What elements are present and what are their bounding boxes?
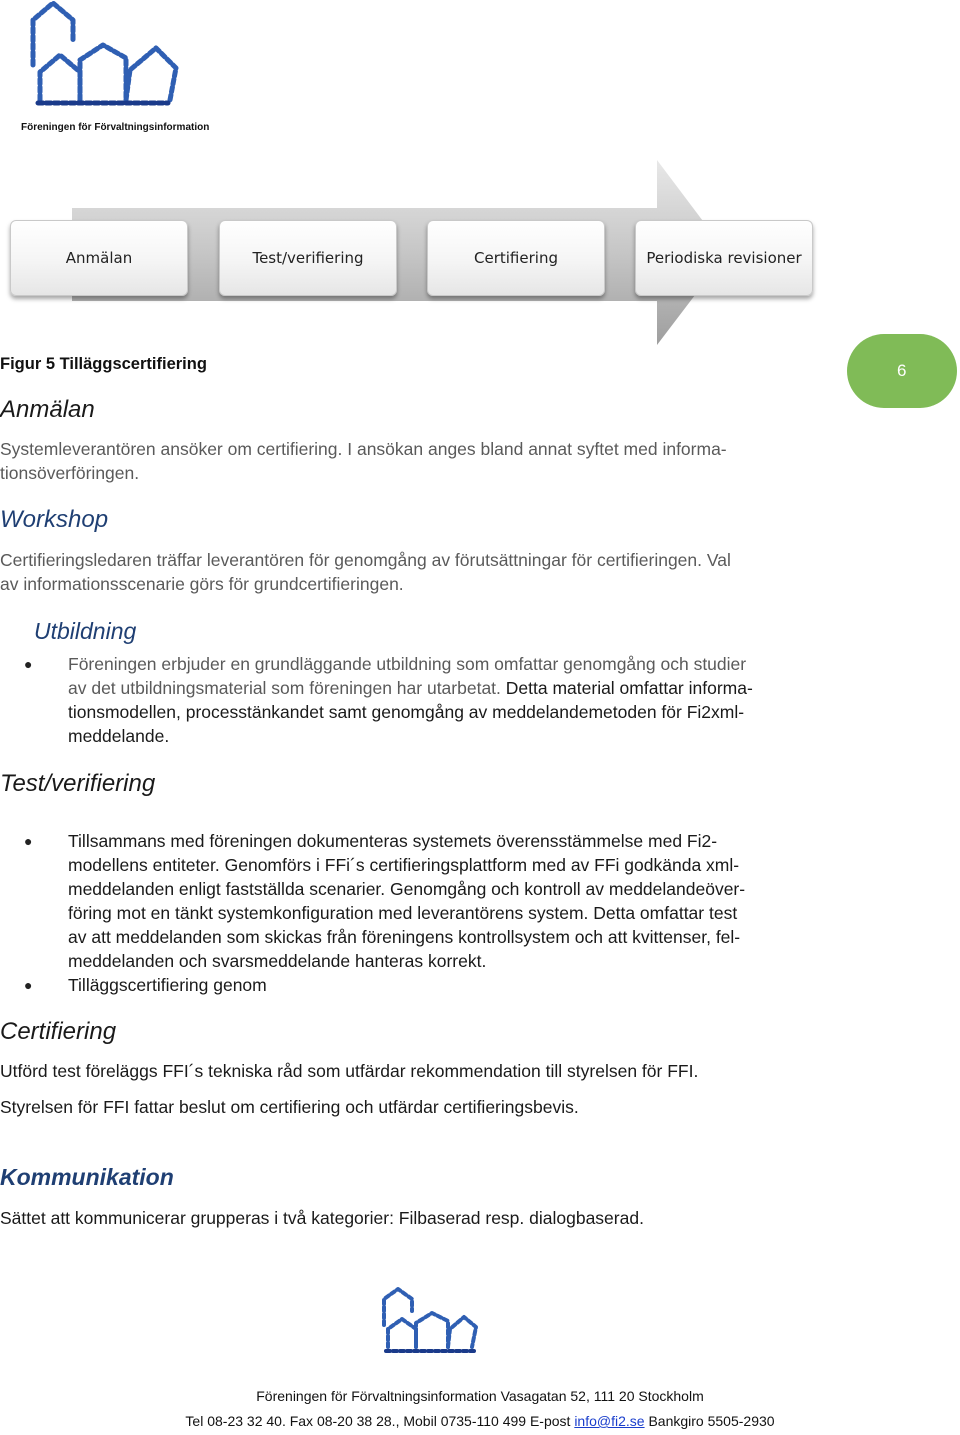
footer-contact-prefix: Tel 08-23 32 40. Fax 08-20 38 28., Mobil 0735-110 499 E-post	[185, 1413, 575, 1429]
test-bullet-2: Tilläggscertifiering genom	[68, 975, 267, 995]
anmalan-line-1: Systemleverantören ansöker om certifiering. I ansökan anges bland annat syftet med informa-	[0, 439, 727, 459]
houses-logo-icon	[380, 1285, 480, 1365]
heading-workshop: Workshop	[0, 506, 109, 533]
certifiering-line-2: Styrelsen för FFI fattar beslut om certifiering och utfärdar certifieringsbevis.	[0, 1097, 579, 1117]
logo-caption: Föreningen för Förvaltningsinformation	[21, 122, 210, 133]
utbildning-line-2b: Detta material omfattar informa-	[500, 678, 753, 698]
houses-logo-icon	[18, 0, 188, 120]
heading-certifiering: Certifiering	[0, 1018, 117, 1045]
process-step-anmalan: Anmälan	[10, 220, 188, 296]
heading-test: Test/verifiering	[0, 770, 156, 797]
bullet-icon: ●	[24, 833, 33, 849]
logo-bottom	[380, 1285, 480, 1370]
test-line-2: modellens entiteter. Genomförs i FFi´s certifieringsplattform med av FFi godkända xml-	[68, 855, 740, 875]
process-step-certifiering: Certifiering	[427, 220, 605, 296]
process-step-revisioner: Periodiska revisioner	[635, 220, 813, 296]
workshop-line-1: Certifieringsledaren träffar leverantören för genomgång av förutsättningar för certifieringen. Val	[0, 550, 731, 570]
test-line-3: meddelanden enligt fastställda scenarier. Genomgång och kontroll av meddelandeöver-	[68, 879, 746, 899]
page-number: 6	[897, 361, 907, 380]
heading-kommunikation: Kommunikation	[0, 1164, 174, 1190]
utbildning-line-2a: av det utbildningsmaterial som föreningen har utarbetat.	[68, 678, 501, 698]
test-line-5: av att meddelanden som skickas från föreningens kontrollsystem och att kvittenser, fel-	[68, 927, 741, 947]
heading-utbildning: Utbildning	[34, 618, 137, 644]
bullet-icon: ●	[24, 977, 33, 993]
process-step-test: Test/verifiering	[219, 220, 397, 296]
workshop-line-2: av informationsscenarie görs för grundcertifieringen.	[0, 574, 404, 594]
footer-contact-suffix: Bankgiro 5505-2930	[644, 1413, 775, 1429]
utbildning-line-1: Föreningen erbjuder en grundläggande utbildning som omfattar genomgång och studier	[68, 654, 747, 674]
figure-caption: Figur 5 Tilläggscertifiering	[0, 355, 207, 373]
test-line-4: föring mot en tänkt systemkonfiguration med leverantörens system. Detta omfattar test	[68, 903, 738, 923]
logo-top	[8, 0, 208, 135]
bullet-icon: ●	[24, 656, 33, 672]
certifiering-line-1: Utförd test föreläggs FFI´s tekniska råd som utfärdar rekommendation till styrelsen för FFI.	[0, 1061, 699, 1081]
process-diagram	[0, 160, 830, 345]
footer-address: Föreningen för Förvaltningsinformation Vasagatan 52, 111 20 Stockholm	[256, 1388, 704, 1404]
kommunikation-line-1: Sättet att kommunicerar grupperas i två kategorier: Filbaserad resp. dialogbaserad.	[0, 1208, 644, 1228]
page-number-badge	[847, 334, 957, 408]
footer-email-link[interactable]: info@fi2.se	[574, 1413, 645, 1429]
test-line-1: Tillsammans med föreningen dokumenteras systemets överensstämmelse med Fi2-	[68, 831, 718, 851]
heading-anmalan: Anmälan	[0, 396, 95, 423]
footer-contact	[0, 1413, 960, 1429]
utbildning-line-4: meddelande.	[68, 726, 170, 746]
test-line-6: meddelanden och svarsmeddelande hanteras korrekt.	[68, 951, 487, 971]
utbildning-line-3: tionsmodellen, processtänkandet samt genomgång av meddelandemetoden för Fi2xml-	[68, 702, 745, 722]
utbildning-line-2	[68, 676, 753, 700]
anmalan-line-2: tionsöverföringen.	[0, 463, 140, 483]
